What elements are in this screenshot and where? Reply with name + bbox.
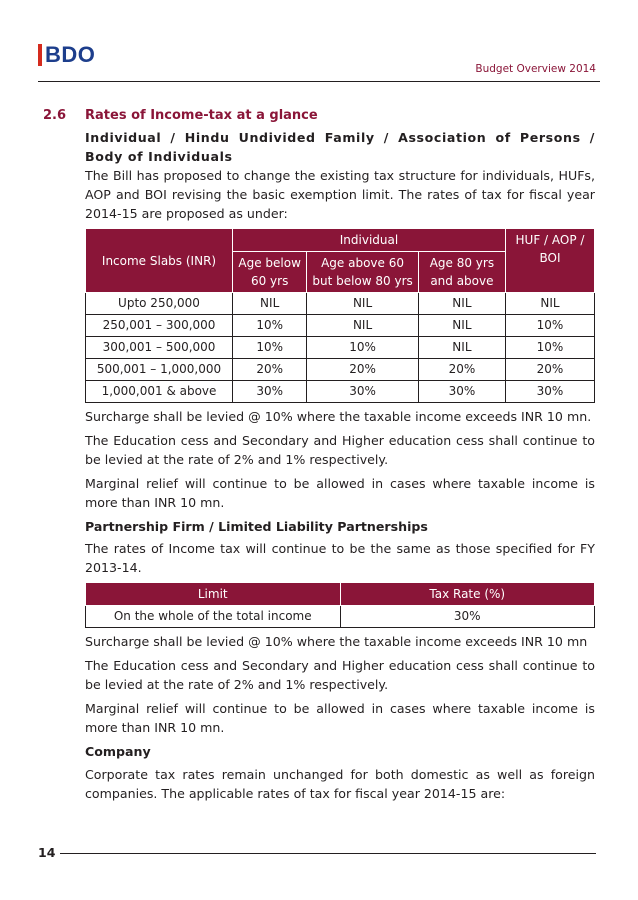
rate-cell: 30% (418, 381, 505, 403)
logo-red-bar (38, 44, 42, 66)
rate-cell: NIL (506, 293, 595, 315)
individual-tax-table (85, 228, 595, 403)
individual-intro: The Bill has proposed to change the existing tax structure for individuals, HUFs, AOP and BOI revising the basic exemption limit. The rates of tax for fiscal year 2014-15 are proposed as under: (85, 168, 595, 221)
rate-cell: 10% (506, 337, 595, 359)
col-age-below-60: Age below 60 yrs (233, 252, 307, 293)
rate-cell: 10% (506, 315, 595, 337)
col-age-60-to-80: Age above 60 but below 80 yrs (307, 252, 419, 293)
footer-divider (60, 853, 596, 854)
col-tax-rate: Tax Rate (%) (340, 583, 595, 606)
section-number: 2.6 (43, 108, 67, 123)
logo-text: BDO (45, 42, 96, 67)
rate-cell: NIL (307, 293, 419, 315)
col-huf-aop-boi: HUF / AOP / BOI (506, 229, 595, 293)
rate-cell: 10% (233, 337, 307, 359)
individual-heading: Individual / Hindu Undivided Family / Association of Persons / Body of Individuals (85, 130, 595, 164)
col-individual: Individual (233, 229, 506, 252)
individual-surcharge-note: Surcharge shall be levied @ 10% where the taxable income exceeds INR 10 mn. (85, 409, 592, 424)
col-income-slabs: Income Slabs (INR) (86, 229, 233, 293)
rate-cell: NIL (307, 315, 419, 337)
individual-relief-note: Marginal relief will continue to be allowed in cases where taxable income is more than INR 10 mn. (85, 476, 595, 510)
rate-cell: 10% (307, 337, 419, 359)
individual-cess-note: The Education cess and Secondary and Higher education cess shall continue to be levied at the rate of 2% and 1% respectively. (85, 433, 595, 467)
firm-tax-table (85, 582, 595, 628)
rate-cell: 30% (307, 381, 419, 403)
table-row (86, 359, 595, 381)
slab-cell: 250,001 – 300,000 (86, 315, 233, 337)
rate-cell: 20% (506, 359, 595, 381)
rate-cell: 10% (233, 315, 307, 337)
firm-heading: Partnership Firm / Limited Liability Partnerships (85, 519, 428, 534)
table-row (86, 293, 595, 315)
rate-cell: 30% (340, 606, 595, 628)
rate-cell: 30% (233, 381, 307, 403)
bdo-logo (38, 42, 95, 68)
rate-cell: NIL (233, 293, 307, 315)
rate-cell: 20% (307, 359, 419, 381)
slab-cell: Upto 250,000 (86, 293, 233, 315)
slab-cell: 500,001 – 1,000,000 (86, 359, 233, 381)
table-row (86, 381, 595, 403)
firm-relief-note: Marginal relief will continue to be allowed in cases where taxable income is more than INR 10 mn. (85, 701, 595, 735)
table-row (86, 337, 595, 359)
firm-cess-note: The Education cess and Secondary and Higher education cess shall continue to be levied at the rate of 2% and 1% respectively. (85, 658, 595, 692)
main-content (85, 106, 595, 808)
col-age-80-plus: Age 80 yrs and above (418, 252, 505, 293)
col-limit: Limit (86, 583, 341, 606)
company-heading: Company (85, 744, 151, 759)
page-number: 14 (38, 845, 56, 860)
rate-cell: 20% (418, 359, 505, 381)
rate-cell: NIL (418, 337, 505, 359)
section-title: Rates of Income-tax at a glance (85, 108, 318, 123)
header-divider (38, 81, 600, 82)
rate-cell: 30% (506, 381, 595, 403)
slab-cell: 1,000,001 & above (86, 381, 233, 403)
document-title: Budget Overview 2014 (475, 63, 596, 75)
company-intro: Corporate tax rates remain unchanged for both domestic as well as foreign companies. The applicable rates of tax for fiscal year 2014-15 are: (85, 767, 595, 801)
rate-cell: NIL (418, 315, 505, 337)
limit-cell: On the whole of the total income (86, 606, 341, 628)
firm-surcharge-note: Surcharge shall be levied @ 10% where the taxable income exceeds INR 10 mn (85, 634, 588, 649)
slab-cell: 300,001 – 500,000 (86, 337, 233, 359)
rate-cell: 20% (233, 359, 307, 381)
table-row (86, 315, 595, 337)
table-row (86, 606, 595, 628)
rate-cell: NIL (418, 293, 505, 315)
firm-intro: The rates of Income tax will continue to be the same as those specified for FY 2013-14. (85, 541, 595, 575)
